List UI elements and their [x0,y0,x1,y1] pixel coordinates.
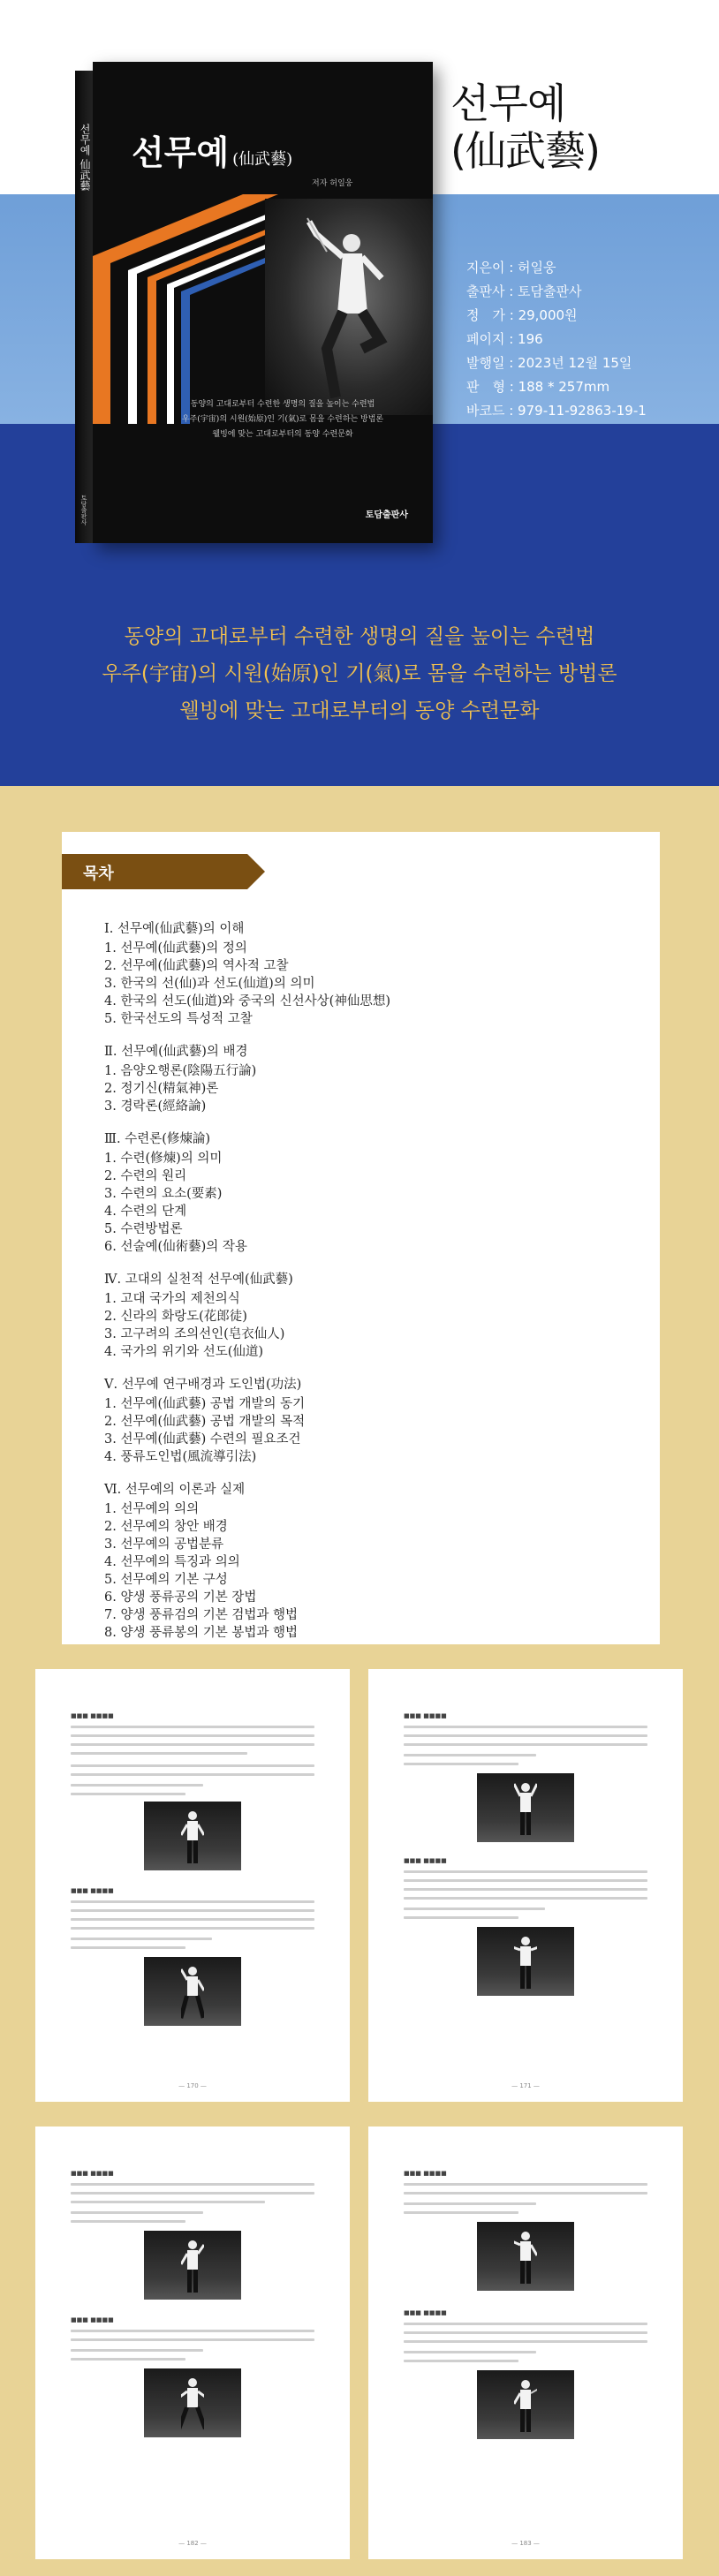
book-info [466,256,647,423]
toc-chapter-heading: Ⅰ. 선무예(仙武藝)의 이해 [104,922,245,936]
toc-title: 목차 [83,865,114,883]
toc-section [0,786,719,1669]
slogan-line: 우주(宇宙)의 시원(始原)인 기(氣)로 몸을 수련하는 방법론 [102,662,617,685]
toc-entry: 5. 한국선도의 특성적 고찰 [104,1012,253,1026]
sample-pages-section [0,1669,719,2576]
martial-artist-figure [300,216,397,411]
page-photo [144,2231,241,2300]
book-mockup [75,62,433,543]
page-photo [144,1802,241,1870]
info-size: 판 형 : 188 * 257mm [466,379,610,395]
toc-chapter-heading: Ⅵ. 선무예의 이론과 실제 [104,1483,246,1497]
sample-page: ■■■ ■■■■ ■■■ ■■■■ — 171 — [368,1669,683,2102]
toc-entry: 3. 선무예(仙武藝) 수련의 필요조건 [104,1432,301,1447]
toc-entry: 8. 양생 풍류봉의 기본 봉법과 행법 [104,1626,298,1640]
toc-entry: 3. 경락론(經絡論) [104,1099,207,1114]
info-barcode: 바코드 : 979-11-92863-19-1 [466,403,647,419]
book-spine [75,71,95,543]
toc-entry: 1. 선무예(仙武藝)의 정의 [104,941,247,956]
info-date: 발행일 : 2023년 12월 15일 [466,355,632,371]
page-number: — 171 — [511,2082,540,2089]
toc-entry: 1. 수련(修煉)의 의미 [104,1152,223,1166]
toc-group [104,1376,617,1466]
cover-photo [265,199,433,415]
toc-group [104,1043,617,1115]
info-publisher: 출판사 : 토담출판사 [466,283,582,299]
toc-entry: 3. 선무예의 공법분류 [104,1537,224,1552]
spine-title: 선무예 仙武藝 [79,124,91,191]
sample-page: ■■■ ■■■■ ■■■ ■■■■ — 182 — [35,2127,350,2559]
toc-group [104,1271,617,1361]
cover-publisher: 토담출판사 [365,510,408,520]
toc-entry: 5. 수련방법론 [104,1222,183,1236]
side-title-line2: (仙武藝) [450,127,600,175]
sample-page: ■■■ ■■■■ ■■■ ■■■■ — 183 — [368,2127,683,2559]
toc-chapter-heading: Ⅳ. 고대의 실천적 선무예(仙武藝) [104,1273,293,1287]
toc-entry: 2. 수련의 원리 [104,1169,187,1183]
page-photo [477,2222,574,2291]
toc-chapter-heading: Ⅱ. 선무예(仙武藝)의 배경 [104,1045,248,1059]
page-photo [144,1957,241,2026]
side-title-line1: 선무예 [450,79,566,127]
toc-entry: 3. 고구려의 조의선인(皂衣仙人) [104,1327,285,1341]
toc-group [104,920,617,1028]
toc-card [62,832,660,1644]
page-photo [144,2368,241,2437]
cover-blurb-line: 동양의 고대로부터 수련한 생명의 질을 높이는 수련법 [190,400,375,409]
toc-chapter-heading: Ⅲ. 수련론(修煉論) [104,1132,211,1146]
toc-entry: 4. 한국의 선도(仙道)와 중국의 신선사상(神仙思想) [104,994,390,1008]
slogan-line: 동양의 고대로부터 수련한 생명의 질을 높이는 수련법 [124,625,595,648]
toc-entry: 2. 정기신(精氣神)론 [104,1082,219,1096]
toc-entry: 4. 선무예의 특징과 의의 [104,1555,240,1569]
toc-entry: 6. 양생 풍류공의 기본 장법 [104,1590,257,1605]
info-pages: 페이지 : 196 [466,331,543,347]
page-number: — 170 — [178,2082,207,2089]
toc-entry: 2. 신라의 화랑도(花郎徒) [104,1310,247,1324]
toc-entry: 6. 선술예(仙術藝)의 작용 [104,1240,247,1254]
cover-author: 저자 허일웅 [312,179,353,188]
cover-blurb-line: 웰빙에 맞는 고대로부터의 동양 수련문화 [212,430,353,439]
side-title [450,79,600,175]
cover-title-text: 선무예 [132,132,230,172]
toc-entry: 3. 한국의 선(仙)과 선도(仙道)의 의미 [104,977,315,991]
toc-chapter-heading: Ⅴ. 선무예 연구배경과 도인법(功法) [104,1378,302,1392]
cover-blurb-line: 우주(宇宙)의 시원(始原)인 기(氣)로 몸을 수련하는 방법론 [181,415,384,424]
toc-entry: 1. 선무예(仙武藝) 공법 개발의 동기 [104,1397,306,1411]
cover-blurb [163,397,402,442]
toc-entry: 1. 고대 국가의 제천의식 [104,1292,240,1306]
slogan-line: 웰빙에 맞는 고대로부터의 동양 수련문화 [179,699,540,722]
info-author: 지은이 : 허일웅 [466,260,556,276]
toc-entry: 4. 풍류도인법(風流導引法) [104,1450,257,1464]
toc-entry: 2. 선무예(仙武藝)의 역사적 고찰 [104,959,289,973]
toc-entry: 3. 수련의 요소(要素) [104,1187,223,1201]
page-number: — 183 — [511,2540,540,2547]
toc-body [104,920,617,1657]
toc-group [104,1481,617,1642]
slogans [0,618,719,729]
spine-publisher: 토담출판사 [80,495,87,525]
toc-entry: 4. 국가의 위기와 선도(仙道) [104,1345,264,1359]
toc-header [62,854,265,889]
toc-entry: 2. 선무예(仙武藝) 공법 개발의 목적 [104,1415,306,1429]
page-photo [477,1927,574,1996]
sample-page: ■■■ ■■■■ ■■■ ■■■■ — 170 — [35,1669,350,2102]
toc-entry: 1. 선무예의 의의 [104,1502,200,1516]
toc-entry: 1. 음양오행론(陰陽五行論) [104,1064,257,1078]
page-photo [477,1773,574,1842]
toc-entry: 2. 선무예의 창안 배경 [104,1520,228,1534]
toc-entry: 5. 선무예의 기본 구성 [104,1573,228,1587]
info-price: 정 가 : 29,000원 [466,307,578,323]
page-photo [477,2370,574,2439]
hero-section [0,0,719,786]
page-number: — 182 — [178,2540,207,2547]
cover-title [132,125,292,174]
toc-group [104,1130,617,1256]
book-cover [93,62,433,543]
cover-title-hanja: (仙武藝) [232,150,293,169]
toc-entry: 7. 양생 풍류검의 기본 검법과 행법 [104,1608,298,1622]
toc-entry: 4. 수련의 단계 [104,1205,187,1219]
